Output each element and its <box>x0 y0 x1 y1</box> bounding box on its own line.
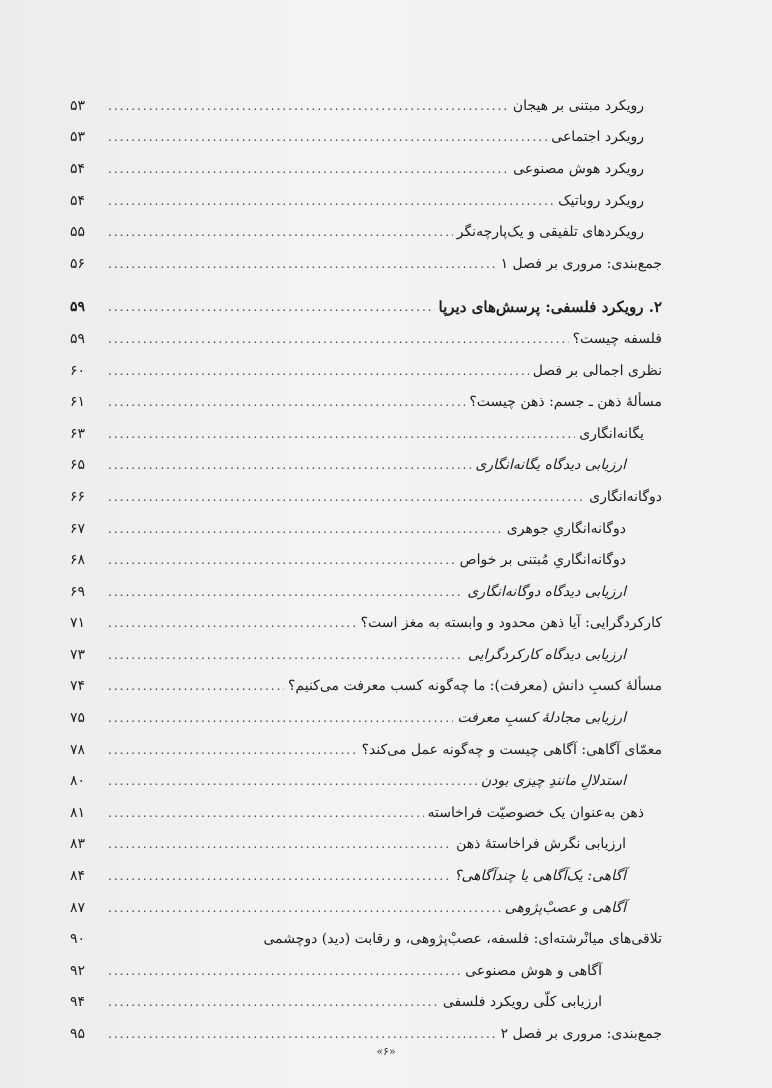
toc-entry <box>70 639 662 671</box>
toc-entry <box>70 418 662 450</box>
dot-leader <box>108 395 465 409</box>
toc-page-number: ۷۵ <box>70 710 86 727</box>
toc-entry <box>70 608 662 640</box>
dot-leader <box>108 364 529 378</box>
toc-page-number: ۵۶ <box>70 255 86 272</box>
toc-page-number: ۸۰ <box>70 773 86 790</box>
dot-leader <box>108 257 497 271</box>
toc-page-number: ۸۳ <box>70 836 86 853</box>
dot-leader <box>108 679 284 693</box>
toc-entry-title: معمّای آگاهی: آگاهی چیست و چه‌گونه عمل می‌کند؟ <box>361 741 662 758</box>
toc-page-number: ۷۱ <box>70 615 86 632</box>
toc-entry-title: کارکردگرایی: آیا ذهن محدود و وابسته به مغز است؟ <box>360 615 662 632</box>
toc-entry-title: آگاهی: یک‌آگاهی یا چندآگاهی؟ <box>454 868 626 885</box>
toc-entry-title: جمع‌بندی: مروری بر فصل ۱ <box>500 255 662 272</box>
toc-entry-title: ارزیابی دیدگاه یگانه‌انگاری <box>475 457 626 474</box>
toc-entry-title: ارزیابی دیدگاه کارکردگرایی <box>468 646 626 663</box>
toc-entry <box>70 860 662 892</box>
toc-page-number: ۸۷ <box>70 899 86 916</box>
toc-page-number: ۵۹ <box>70 330 86 347</box>
dot-leader <box>108 901 501 915</box>
toc-entry-title: رویکردهای تلفیقی و یک‌پارچه‌نگر <box>456 224 644 241</box>
dot-leader <box>108 332 569 346</box>
toc-entry-title: جمع‌بندی: مروری بر فصل ۲ <box>500 1026 662 1043</box>
toc-entry <box>70 576 662 608</box>
toc-entry <box>70 765 662 797</box>
toc-chapter-heading <box>70 292 662 324</box>
toc-entry <box>70 987 662 1019</box>
toc-page-number: ۶۱ <box>70 394 86 411</box>
toc-page-number: ۷۸ <box>70 741 86 758</box>
toc-entry-title: ارزیابی کلّی رویکرد فلسفی <box>442 994 602 1011</box>
toc-entry-title: رویکرد هوش مصنوعی <box>513 160 644 177</box>
toc-entry-title: آگاهی و عصبْ‌پژوهی <box>504 899 626 916</box>
toc-page-number: ۹۲ <box>70 962 86 979</box>
dot-leader <box>108 99 509 113</box>
dot-leader <box>108 648 464 662</box>
toc-entry <box>70 450 662 482</box>
toc-page-number: ۹۴ <box>70 994 86 1011</box>
toc-page-number: ۵۵ <box>70 224 86 241</box>
dot-leader <box>108 427 575 441</box>
toc-entry-title: مسألهٔ کسبِ دانش (معرفت): ما چه‌گونه کسب معرفت می‌کنیم؟ <box>287 678 662 695</box>
dot-leader <box>108 995 439 1009</box>
toc-entry-title: ارزیابی مجادلهٔ کسبِ معرفت <box>457 710 626 727</box>
dot-leader <box>108 1027 497 1041</box>
dot-leader <box>108 162 509 176</box>
toc-entry <box>70 544 662 576</box>
toc-entry <box>70 90 662 122</box>
toc-entry <box>70 386 662 418</box>
toc-entry-title: دوگانه‌انگاری <box>589 488 662 505</box>
toc-entry-title: استدلالِ مانندِ چیزی بودن <box>480 773 626 790</box>
toc-entry <box>70 153 662 185</box>
toc-entry-title: فلسفه چیست؟ <box>572 330 662 347</box>
toc-entry <box>70 185 662 217</box>
toc-entry-title: تلاقی‌های میانْرشته‌ای: فلسفه، عصبْ‌پژوهی، و رقابت (دید) دوچشمی <box>263 931 662 948</box>
page-number: «۶» <box>376 1045 396 1058</box>
dot-leader <box>108 225 453 239</box>
toc-page-number: ۶۹ <box>70 583 86 600</box>
toc-entry <box>70 797 662 829</box>
toc-entry <box>70 955 662 987</box>
toc-page-number: ۶۶ <box>70 488 86 505</box>
toc-entry <box>70 892 662 924</box>
toc-entry <box>70 702 662 734</box>
dot-leader <box>108 130 547 144</box>
toc-entry <box>70 216 662 248</box>
toc-entry-title: رویکرد اجتماعی <box>551 129 644 146</box>
dot-leader <box>108 522 503 536</box>
toc-entry <box>70 481 662 513</box>
toc-page-number: ۵۳ <box>70 129 86 146</box>
toc-entry <box>70 923 662 955</box>
toc-page-number: ۹۵ <box>70 1026 86 1043</box>
toc-entry <box>70 829 662 861</box>
toc-entry <box>70 671 662 703</box>
toc-page-number: ۷۳ <box>70 646 86 663</box>
toc-entry-title: یگانه‌انگاری <box>579 425 644 442</box>
toc-entry-title: ارزیابی نگرش فراخاستهٔ ذهن <box>456 836 626 853</box>
toc-entry-title: رویکرد مبتنی بر هیجان <box>512 97 644 114</box>
toc-page-number: ۷۴ <box>70 678 86 695</box>
dot-leader <box>108 490 585 504</box>
toc-entry-title: ارزیابی دیدگاه دوگانه‌انگاری <box>467 583 626 600</box>
toc-entry-title: ذهن به‌عنوان یک خصوصیّت فراخاسته <box>427 804 644 821</box>
dot-leader <box>108 806 424 820</box>
dot-leader <box>108 553 456 567</box>
dot-leader <box>108 711 453 725</box>
dot-leader <box>108 585 463 599</box>
dot-leader <box>108 869 450 883</box>
toc-page-number: ۶۷ <box>70 520 86 537</box>
toc-entry-title: ۲. رویکرد فلسفی: پرسش‌های دیرپا <box>438 298 662 317</box>
dot-leader <box>108 837 452 851</box>
toc-entry-title: مسألهٔ ذهن ـ جسم: ذهن چیست؟ <box>469 394 662 411</box>
dot-leader <box>108 616 357 630</box>
toc-page-number: ۶۵ <box>70 457 86 474</box>
toc-entry-title: رویکرد روباتیک <box>558 192 644 209</box>
toc-page-number: ۸۴ <box>70 868 86 885</box>
toc-page-number: ۹۰ <box>70 931 86 948</box>
dot-leader <box>108 964 461 978</box>
toc-entry <box>70 513 662 545</box>
toc-page-number: ۵۳ <box>70 97 86 114</box>
toc-entry <box>70 122 662 154</box>
toc-entry <box>70 355 662 387</box>
toc-page-number: ۶۳ <box>70 425 86 442</box>
toc-entry <box>70 734 662 766</box>
toc-entry-title: دوگانه‌انگاریِ جوهری <box>506 520 626 537</box>
toc-entry-title: دوگانه‌انگاریِ مُبتنی بر خواص <box>459 552 626 569</box>
toc-page-number: ۶۸ <box>70 552 86 569</box>
toc-entry <box>70 248 662 280</box>
toc-page-number: ۸۱ <box>70 804 86 821</box>
dot-leader <box>108 300 435 314</box>
toc-entry-title: نظری اجمالی بر فصل <box>532 362 662 379</box>
toc-page-number: ۶۰ <box>70 362 86 379</box>
toc-entry <box>70 323 662 355</box>
dot-leader <box>108 458 471 472</box>
table-of-contents <box>70 90 662 1050</box>
toc-page-number: ۵۴ <box>70 192 86 209</box>
toc-entry-title: آگاهی و هوش مصنوعی <box>465 962 602 979</box>
dot-leader <box>108 194 554 208</box>
dot-leader <box>108 743 358 757</box>
dot-leader <box>108 774 477 788</box>
toc-page-number: ۵۴ <box>70 160 86 177</box>
toc-page-number: ۵۹ <box>70 299 86 316</box>
